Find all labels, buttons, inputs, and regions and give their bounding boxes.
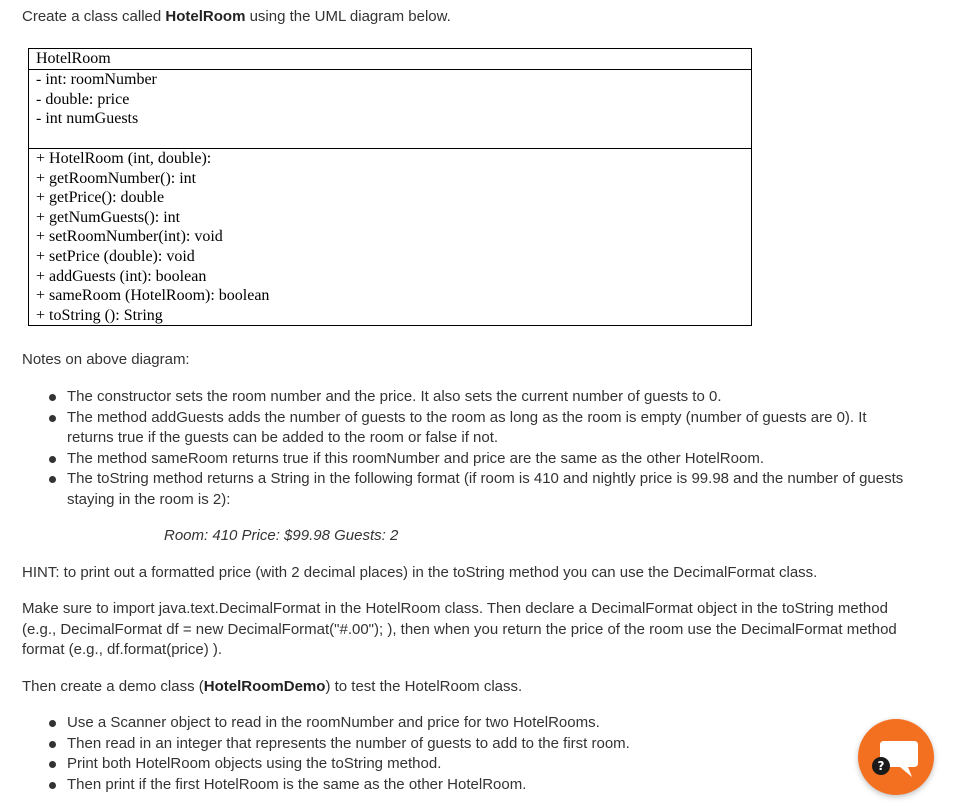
intro-prefix: Create a class called	[22, 8, 166, 25]
notes-list	[22, 387, 912, 510]
notes-list-item: The toString method returns a String in the following format (if room is 410 and nightly price is 99.98 and the number of guests staying in the room is 2):	[22, 469, 912, 510]
uml-method: + setPrice (double): void	[36, 247, 195, 265]
uml-attributes	[29, 70, 751, 149]
help-icon: ?	[872, 757, 890, 775]
demo-step: Print both HotelRoom objects using the toString method.	[22, 754, 822, 775]
intro-class-name: HotelRoom	[165, 8, 246, 25]
hint-text: HINT: to print out a formatted price (with 2 decimal places) in the toString method you can use the DecimalFormat class.	[22, 564, 818, 581]
uml-attribute: - int numGuests	[36, 110, 139, 128]
notes-list-item: The method sameRoom returns true if this roomNumber and price are the same as the other HotelRoom.	[22, 449, 912, 470]
uml-method: + setRoomNumber(int): void	[36, 228, 223, 246]
notes-list-item: The method addGuests adds the number of guests to the room as long as the room is empty (number of guests are 0). It returns true if the guests can be added to the room or false if not.	[22, 408, 912, 449]
demo-prefix: Then create a demo class (	[22, 678, 204, 695]
uml-method: + toString (): String	[36, 306, 163, 324]
demo-intro	[22, 677, 522, 697]
uml-method: + getRoomNumber(): int	[36, 169, 197, 187]
uml-method: + getNumGuests(): int	[36, 208, 181, 226]
uml-methods	[29, 149, 751, 325]
uml-class-title: HotelRoom	[29, 49, 751, 70]
demo-step: Then read in an integer that represents the number of guests to add to the first room.	[22, 734, 822, 755]
intro-suffix: using the UML diagram below.	[245, 8, 451, 25]
notes-heading: Notes on above diagram:	[22, 351, 190, 368]
uml-method: + getPrice(): double	[36, 189, 165, 207]
chat-button[interactable]	[858, 719, 934, 795]
demo-class-name: HotelRoomDemo	[203, 678, 326, 695]
notes-list-item: The constructor sets the room number and the price. It also sets the current number of guests to 0.	[22, 387, 912, 408]
import-instructions: Make sure to import java.text.DecimalFormat in the HotelRoom class. Then declare a DecimalFormat object in the toString method (e.g., DecimalFormat df = new DecimalFormat("#.00"); ), then when you return the price of the room use the DecimalFormat method format (e.g., df.format(price) ).	[22, 600, 897, 658]
chat-bubble-icon	[858, 719, 934, 795]
uml-method: + addGuests (int): boolean	[36, 267, 207, 285]
tostring-example: Room: 410 Price: $99.98 Guests: 2	[164, 527, 399, 544]
demo-suffix: ) to test the HotelRoom class.	[325, 678, 523, 695]
demo-step: Then print if the first HotelRoom is the same as the other HotelRoom.	[22, 775, 822, 796]
uml-method: + sameRoom (HotelRoom): boolean	[36, 287, 270, 305]
uml-diagram	[28, 48, 752, 326]
uml-method: + HotelRoom (int, double):	[36, 150, 212, 167]
uml-attribute: - double: price	[36, 90, 130, 108]
demo-step: Use a Scanner object to read in the roomNumber and price for two HotelRooms.	[22, 713, 822, 734]
demo-steps-list	[22, 713, 822, 795]
intro-text	[22, 7, 451, 27]
uml-attribute: - int: roomNumber	[36, 71, 157, 88]
